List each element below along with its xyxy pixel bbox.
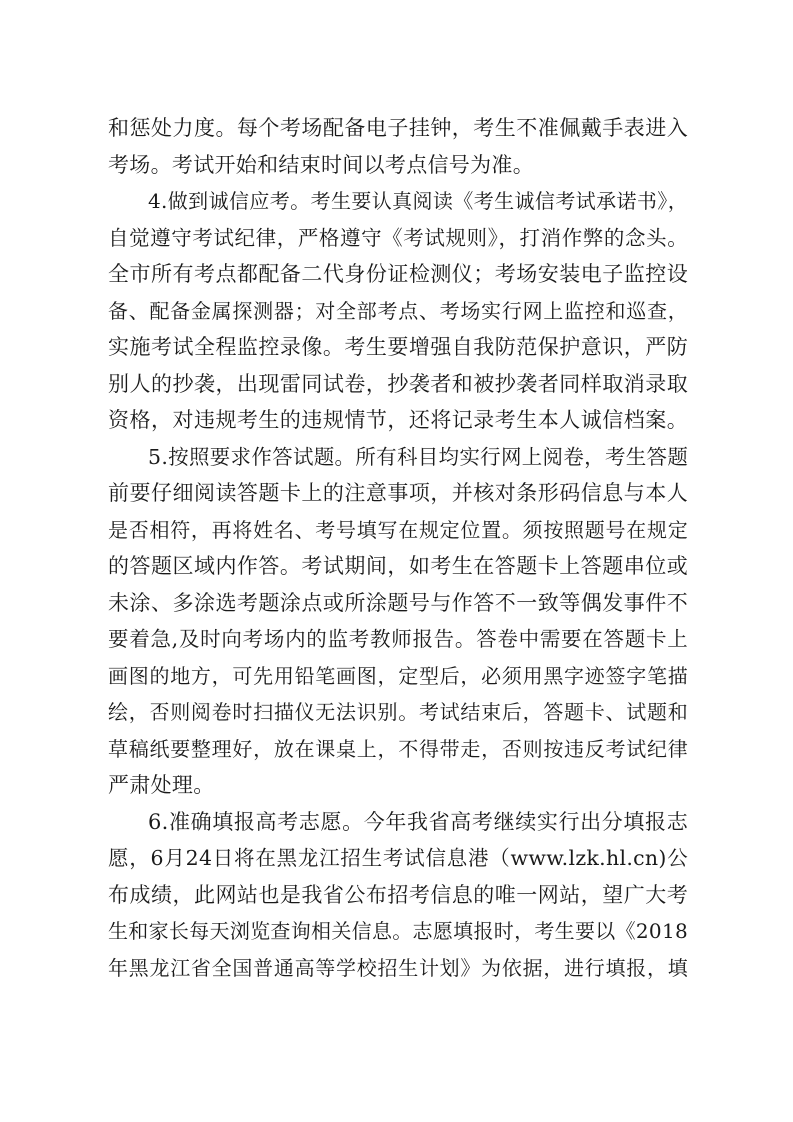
text-line: 生和家长每天浏览查询相关信息。志愿填报时，考生要以《2018 bbox=[108, 919, 688, 943]
text-line: 是否相符，再将姓名、考号填写在规定位置。须按照题号在规定 bbox=[108, 517, 688, 542]
text-line: 前要仔细阅读答题卡上的注意事项，并核对条形码信息与本人 bbox=[108, 481, 688, 505]
text-line: 布成绩，此网站也是我省公布招考信息的唯一网站，望广大考 bbox=[108, 882, 688, 907]
paragraph-start-line: 6.准确填报高考志愿。今年我省高考继续实行出分填报志 bbox=[148, 809, 688, 834]
text-line: 考场。考试开始和结束时间以考点信号为准。 bbox=[108, 152, 534, 177]
paragraph-start-line: 4.做到诚信应考。考生要认真阅读《考生诚信考试承诺书》， bbox=[148, 189, 688, 213]
text-line: 未涂、多涂选考题涂点或所涂题号与作答不一致等偶发事件不 bbox=[108, 590, 688, 615]
text-line: 别人的抄袭，出现雷同试卷，抄袭者和被抄袭者同样取消录取 bbox=[108, 371, 688, 396]
text-line: 绘，否则阅卷时扫描仪无法识别。考试结束后，答题卡、试题和 bbox=[108, 700, 688, 724]
text-line: 草稿纸要整理好，放在课桌上，不得带走，否则按违反考试纪律 bbox=[108, 736, 688, 761]
text-line: 备、配备金属探测器；对全部考点、考场实行网上监控和巡查， bbox=[108, 298, 688, 323]
text-line: 画图的地方，可先用铅笔画图，定型后，必须用黑字迹签字笔描 bbox=[108, 663, 688, 688]
text-line: 严肃处理。 bbox=[108, 773, 215, 797]
text-line: 资格，对违规考生的违规情节，还将记录考生本人诚信档案。 bbox=[108, 408, 688, 432]
text-line: 和惩处力度。每个考场配备电子挂钟，考生不准佩戴手表进入 bbox=[108, 116, 688, 140]
text-line: 要着急,及时向考场内的监考教师报告。答卷中需要在答题卡上 bbox=[108, 627, 688, 651]
text-line: 自觉遵守考试纪律，严格遵守《考试规则》，打消作弊的念头。 bbox=[108, 225, 688, 250]
text-line: 全市所有考点都配备二代身份证检测仪；考场安装电子监控设 bbox=[108, 262, 688, 286]
text-line: 实施考试全程监控录像。考生要增强自我防范保护意识，严防 bbox=[108, 335, 688, 359]
text-line: 愿，6月24日将在黑龙江招生考试信息港（www.lzk.hl.cn)公 bbox=[108, 846, 688, 870]
paragraph-start-line: 5.按照要求作答试题。所有科目均实行网上阅卷，考生答题 bbox=[148, 444, 689, 469]
document-body bbox=[108, 110, 688, 986]
text-line: 年黑龙江省全国普通高等学校招生计划》为依据，进行填报，填 bbox=[108, 955, 688, 980]
text-line: 的答题区域内作答。考试期间，如考生在答题卡上答题串位或 bbox=[108, 554, 688, 578]
